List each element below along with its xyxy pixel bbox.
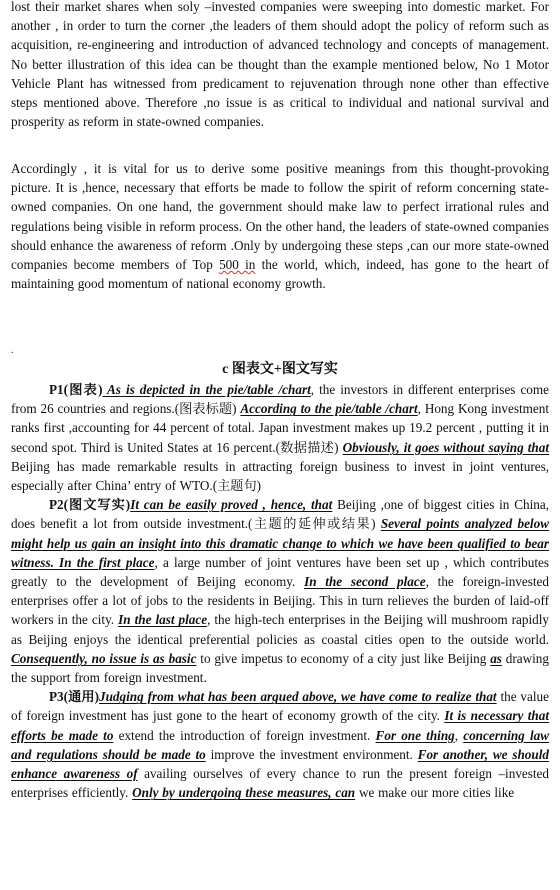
- paragraph-text: Accordingly , it is vital for us to derive some positive meanings from this thought-provoking picture. It is ,hence, necessary that efforts be made to follow the spirit of reform concerning state-owned companies. On one hand, the government should make law to perfect irrational rules and regulations being visible in reform process. On the other hand, the leaders of state-owned companies should enhance the awareness of reform .Only by undergoing these steps ,can our more state-owned companies become members of Top: [11, 161, 550, 273]
- template-phrase: Only by undergoing these measures, can: [132, 785, 356, 801]
- body-text: to give impetus to economy of a city just like Beijing: [196, 650, 491, 666]
- body-text: , the high-tech enterprises in the Beijing will mushroom rapidly as Beijing enjoys the identical preferential policies as coastal cities open to the outside world.: [11, 612, 549, 647]
- template-phrase: It can be easily proved , hence, that: [130, 497, 333, 513]
- paragraph-accordingly: [11, 159, 549, 293]
- template-phrase: Consequently, no issue is as basic: [11, 650, 197, 666]
- paragraph-label: P2(图文写实): [49, 497, 131, 513]
- paragraph-reform-conclusion: lost their market shares when soly –invested companies were sweeping into domestic market. For another , in order to turn the corner ,the leaders of them should adopt the policy of reform such as acquisition, re-engineering and introduction of advanced technology and concepts of management. No better illustration of this idea can be thought than the example mentioned below, No 1 Motor Vehicle Plant has witnessed from predicament to rejuvenation through none other than effective steps mentioned above. Therefore ,no issue is as critical to individual and national survival and prosperity as reform in state-owned companies.: [11, 0, 549, 130]
- stray-dot: .: [11, 345, 14, 356]
- template-phrase: According to the pie/table /chart: [240, 401, 418, 417]
- body-text: , a large number of joint ventures have been set up , which contributes greatly to the development of Beijing economy.: [11, 554, 549, 590]
- body-text: , Hong Kong investment ranks first ,accounting for 44 percent of total. Japan investment makes up 19.2 percent , putting it in second spot. Third is United States at 16 percent.(数据描述): [11, 401, 549, 455]
- body-text: , the foreign-invested enterprises offer a lot of jobs to the residents in Beijing. This in turn relieves the burden of laid-off workers in the city.: [11, 574, 549, 628]
- template-phrase: concerning law and regulations should be made to: [11, 727, 549, 762]
- body-text: Beijing has made remarkable results in attracting foreign business to invest in joint ventures, especially after China’ entry of WTO.(主题句): [11, 458, 549, 494]
- paragraph-text: the world, which, indeed, has gone to the heart of maintaining good momentum of national economy growth.: [11, 257, 549, 292]
- body-text: we make our more cities like: [355, 785, 515, 801]
- template-phrase: It is necessary that efforts be made to: [11, 708, 549, 743]
- body-text: Beijing ,one of biggest cities in China, does benefit a lot from outside investment.(主题的延伸或结果): [11, 497, 550, 532]
- template-phrase: Obviously, it goes without saying that: [342, 439, 549, 455]
- template-phrase: In the last place: [118, 612, 208, 628]
- template-phrase: For another, we should enhance awareness of: [11, 746, 549, 782]
- body-text: extend the introduction of foreign investment.: [113, 727, 376, 743]
- template-phrase: In the second place: [304, 574, 426, 590]
- template-phrase: as: [490, 650, 502, 666]
- body-text: availing ourselves of every chance to run the present foreign –invested enterprises efficiently.: [11, 766, 550, 801]
- spellcheck-flagged-text: 500 in: [219, 257, 256, 273]
- template-phrase: Several points analyzed below might help us gain an insight into this dramatic change to which we have been qualified to bear witness. In the first place: [11, 516, 549, 570]
- paragraph-label: P3(通用): [49, 689, 99, 705]
- body-text: , the investors in different enterprises come from 26 countries and regions.(图表标题): [11, 382, 550, 417]
- section-heading: c 图表文+图文写实: [222, 362, 338, 377]
- body-text: improve the investment environment.: [205, 746, 418, 762]
- body-text: drawing the support from foreign investment.: [11, 650, 549, 686]
- template-section-body: [11, 380, 549, 802]
- body-text: ,: [454, 727, 464, 743]
- body-text: the value of foreign investment has just gone to the heart of economy growth of the city.: [11, 689, 549, 724]
- paragraph-label: P1(图表): [49, 382, 103, 397]
- template-phrase: For one thing: [375, 727, 455, 743]
- template-phrase: Judging from what has been argued above, we have come to realize that: [99, 689, 497, 705]
- template-phrase: As is depicted in the pie/table /chart: [102, 382, 311, 397]
